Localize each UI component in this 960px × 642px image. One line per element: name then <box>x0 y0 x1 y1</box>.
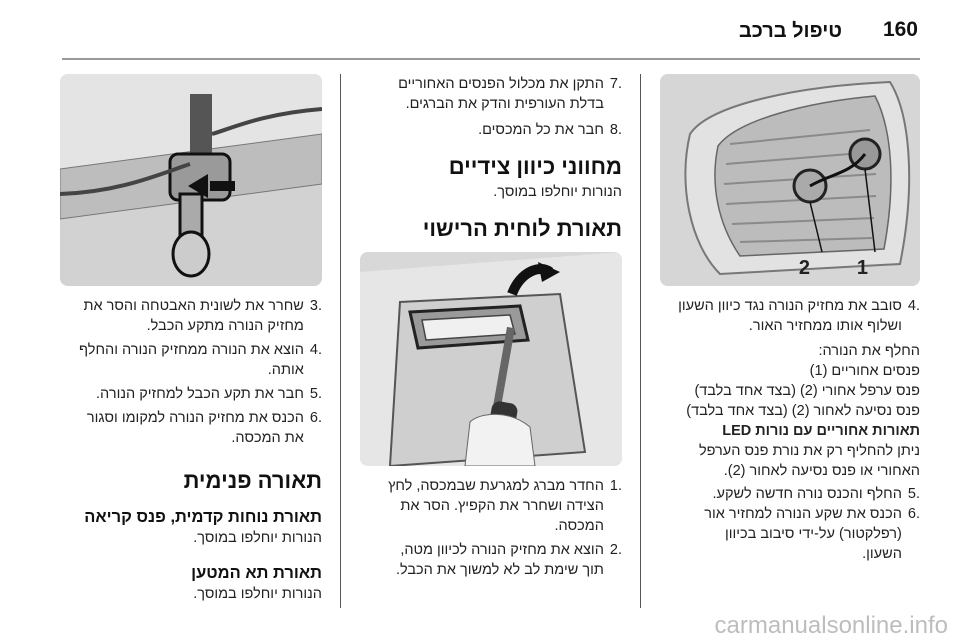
heading-side-indicators: מחווני כיוון צידיים <box>448 154 622 179</box>
text-line: ניתן להחליף רק את נורת פנס הערפל <box>698 443 920 459</box>
text-line: הנורות יוחלפו במוסך. <box>493 184 622 200</box>
heading-trunk-light: תאורת תא המטען <box>191 564 322 582</box>
figure-label-2: 2 <box>798 257 810 279</box>
step-1: .1 החדר מברג למגרעת שבמכסה, לחץ הצידה ושחרר את הקפיץ. הסר את המכסה. <box>388 478 622 534</box>
step-3: .3 שחרר את לשונית האבטחה והסר את מחזיק הנורה מתקע הכבל. <box>83 298 322 334</box>
watermark: carmanualsonline.info <box>714 612 948 639</box>
page-number: 160 <box>882 18 918 41</box>
step-2: .2 הוצא את מחזיק הנורה לכיוון מטה, תוך שימת לב לא למשוך את הכבל. <box>395 542 622 578</box>
header-divider <box>62 58 920 60</box>
text-line: פנס ערפל אחורי (2) (בצד אחד בלבד) <box>694 383 920 399</box>
column-taillight <box>660 74 920 564</box>
step-7: .7 התקן את מכלול הפנסים האחוריים בדלת העורפית והדק את הברגים. <box>398 76 622 112</box>
heading-front-courtesy-light: תאורת נוחות קדמית, פנס קריאה <box>84 508 322 526</box>
column-divider <box>340 74 341 608</box>
text-line: האחורי או פנס נסיעה לאחור (2). <box>723 463 920 479</box>
section-title: טיפול ברכב <box>738 20 842 42</box>
license-plate-figure <box>360 252 622 466</box>
column-interior <box>60 74 322 604</box>
step-6: .6 הכנס את מחזיק הנורה למקומו וסגור את המכסה. <box>86 410 322 446</box>
text-line: החלף את הנורה: <box>818 343 920 359</box>
step-6: .6 הכנס את שקע הנורה למחזיר אור (רפלקטור) על-ידי סיבוב בכיוון השעון. <box>704 506 920 562</box>
text-line: הנורות יוחלפו במוסך. <box>193 530 322 546</box>
step-5: .5 החלף והכנס נורה חדשה לשקע. <box>712 486 920 502</box>
figure-label-1: 1 <box>856 257 868 279</box>
page-header <box>0 0 960 60</box>
heading-license-plate-light: תאורת לוחית הרישוי <box>422 216 622 241</box>
text-line: פנסים אחוריים (1) <box>809 363 920 379</box>
text-line: הנורות יוחלפו במוסך. <box>193 586 322 602</box>
led-heading: תאורות אחוריים עם נורות LED <box>722 423 920 439</box>
text-line: פנס נסיעה לאחור (2) (בצד אחד בלבד) <box>686 403 920 419</box>
heading-interior-lighting: תאורה פנימית <box>183 468 322 493</box>
step-8: .8 חבר את כל המכסים. <box>478 122 622 138</box>
step-4: .4 הוצא את הנורה ממחזיק הנורה והחלף אותה. <box>79 342 322 378</box>
column-divider <box>640 74 641 608</box>
taillight-figure <box>660 74 920 286</box>
license-plate-illustration <box>360 252 622 466</box>
bulb-holder-figure <box>60 74 322 286</box>
bulb-holder-illustration <box>60 74 322 286</box>
step-5: .5 חבר את תקע הכבל למחזיק הנורה. <box>96 386 322 402</box>
column-license-plate <box>340 74 622 580</box>
step-4: .4 סובב את מחזיק הנורה נגד כיוון השעון ושלוף אותו ממחזיר האור. <box>678 298 920 334</box>
taillight-illustration <box>660 74 920 286</box>
